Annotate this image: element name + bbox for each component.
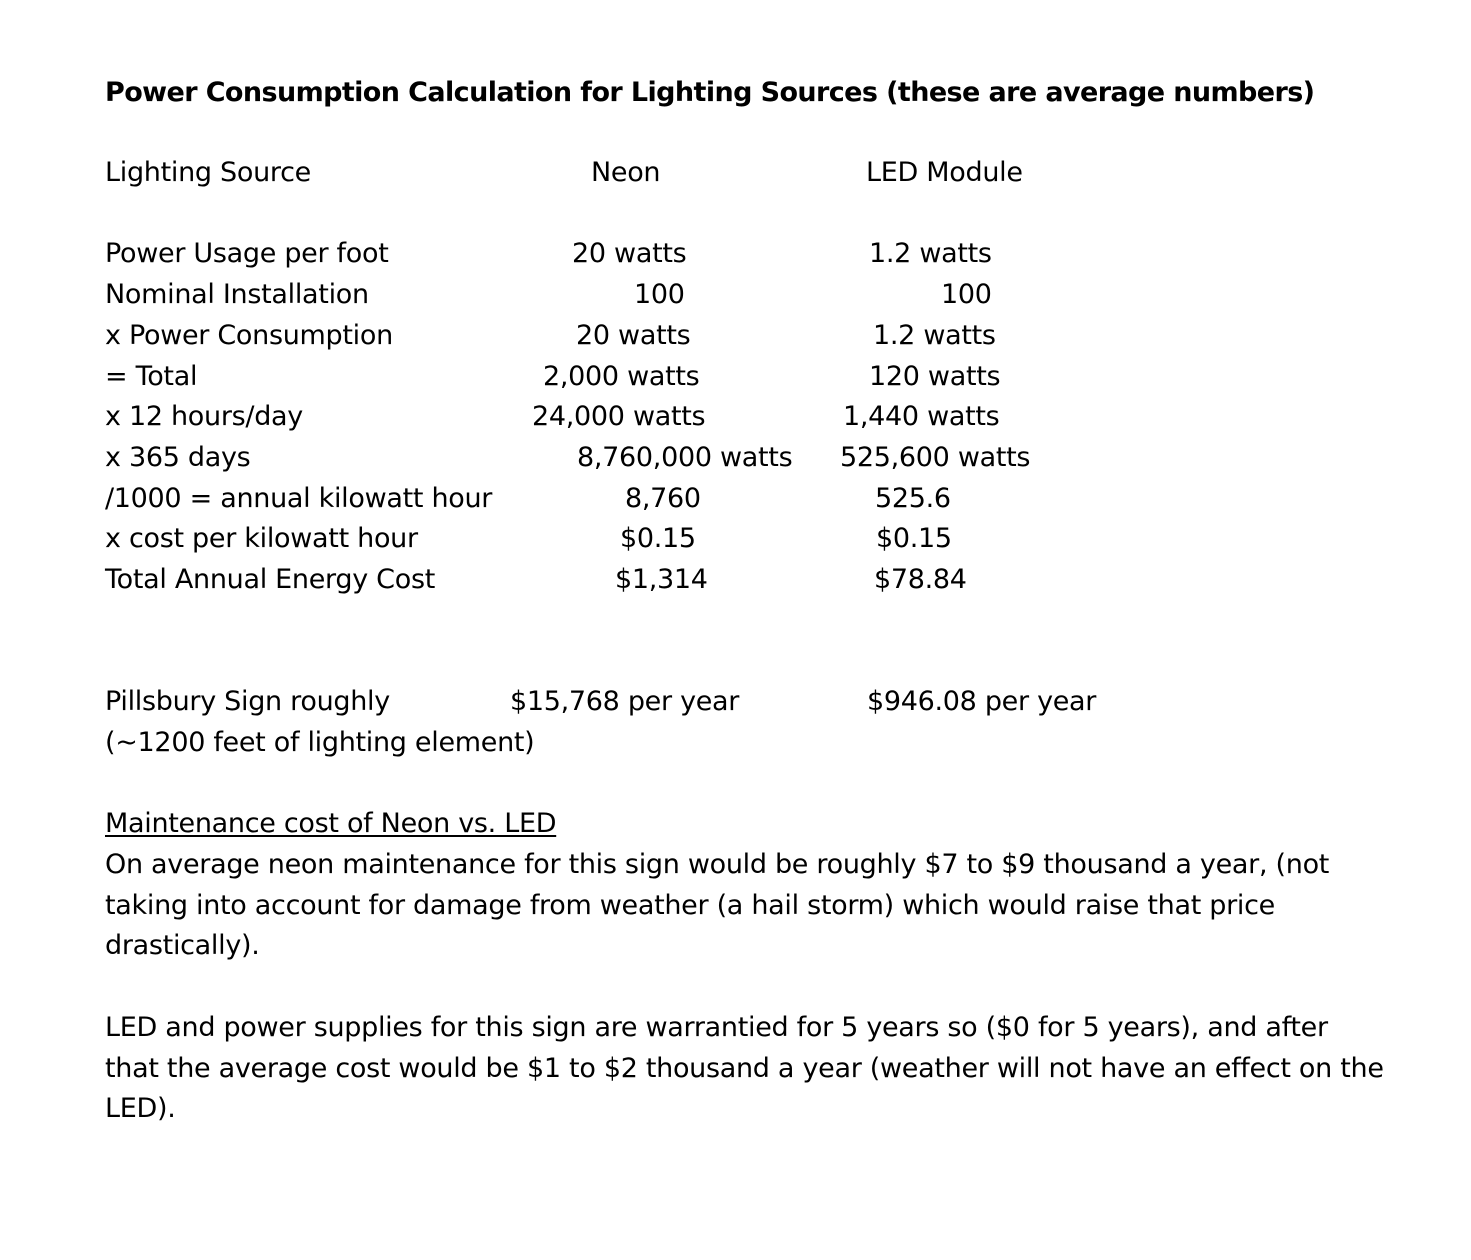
row-label: Power Usage per foot — [105, 238, 389, 269]
row-label: x 12 hours/day — [105, 401, 303, 432]
row-led-value: 1.2 watts — [869, 238, 992, 269]
row-led-value: 1.2 watts — [873, 320, 996, 351]
paragraph-line: LED and power supplies for this sign are warrantied for 5 years so ($0 for 5 years), and after — [105, 1012, 1328, 1043]
paragraph-line: taking into account for damage from weather (a hail storm) which would raise that price — [105, 889, 1275, 921]
column-header-led: LED Module — [866, 157, 1023, 188]
row-neon-value: $0.15 — [620, 523, 696, 554]
row-led-value: 525.6 — [875, 483, 951, 514]
paragraph-line: drastically). — [105, 930, 260, 961]
paragraph-line: that the average cost would be $1 to $2 thousand a year (weather will not have an effect on the — [105, 1052, 1384, 1084]
neon-maintenance-paragraph — [105, 845, 1415, 967]
row-neon-value: 100 — [634, 279, 685, 310]
paragraph-line: On average neon maintenance for this sign would be roughly $7 to $9 thousand a year, (not — [105, 849, 1330, 880]
row-label: x Power Consumption — [105, 320, 393, 351]
row-neon-value: 2,000 watts — [543, 361, 700, 392]
row-label: /1000 = annual kilowatt hour — [105, 483, 493, 514]
row-label: Total Annual Energy Cost — [105, 564, 436, 595]
pillsbury-label: Pillsbury Sign roughly — [105, 686, 390, 717]
row-led-value: 100 — [941, 279, 992, 310]
row-neon-value: $1,314 — [615, 564, 708, 595]
paragraph-line: LED). — [105, 1093, 176, 1124]
row-label: = Total — [105, 361, 198, 392]
column-header-lighting-source: Lighting Source — [105, 157, 311, 188]
row-led-value: 120 watts — [869, 361, 1001, 392]
row-neon-value: 20 watts — [576, 320, 691, 351]
row-label: x cost per kilowatt hour — [105, 523, 418, 554]
row-led-value: 525,600 watts — [840, 442, 1031, 473]
row-led-value: $0.15 — [876, 523, 952, 554]
pillsbury-note: (~1200 feet of lighting element) — [105, 727, 535, 758]
row-led-value: 1,440 watts — [843, 401, 1000, 432]
row-neon-value: 24,000 watts — [532, 401, 706, 432]
document-title: Power Consumption Calculation for Lighting Sources (these are average numbers) — [105, 77, 1315, 108]
column-header-neon: Neon — [591, 157, 661, 188]
row-label: Nominal Installation — [105, 279, 369, 310]
pillsbury-led-cost: $946.08 per year — [867, 686, 1097, 717]
row-neon-value: 8,760 — [625, 483, 701, 514]
row-neon-value: 8,760,000 watts — [577, 442, 793, 473]
maintenance-heading: Maintenance cost of Neon vs. LED — [105, 808, 557, 839]
pillsbury-neon-cost: $15,768 per year — [510, 686, 740, 717]
row-label: x 365 days — [105, 442, 251, 473]
led-maintenance-paragraph — [105, 1008, 1415, 1130]
row-led-value: $78.84 — [874, 564, 967, 595]
row-neon-value: 20 watts — [572, 238, 687, 269]
